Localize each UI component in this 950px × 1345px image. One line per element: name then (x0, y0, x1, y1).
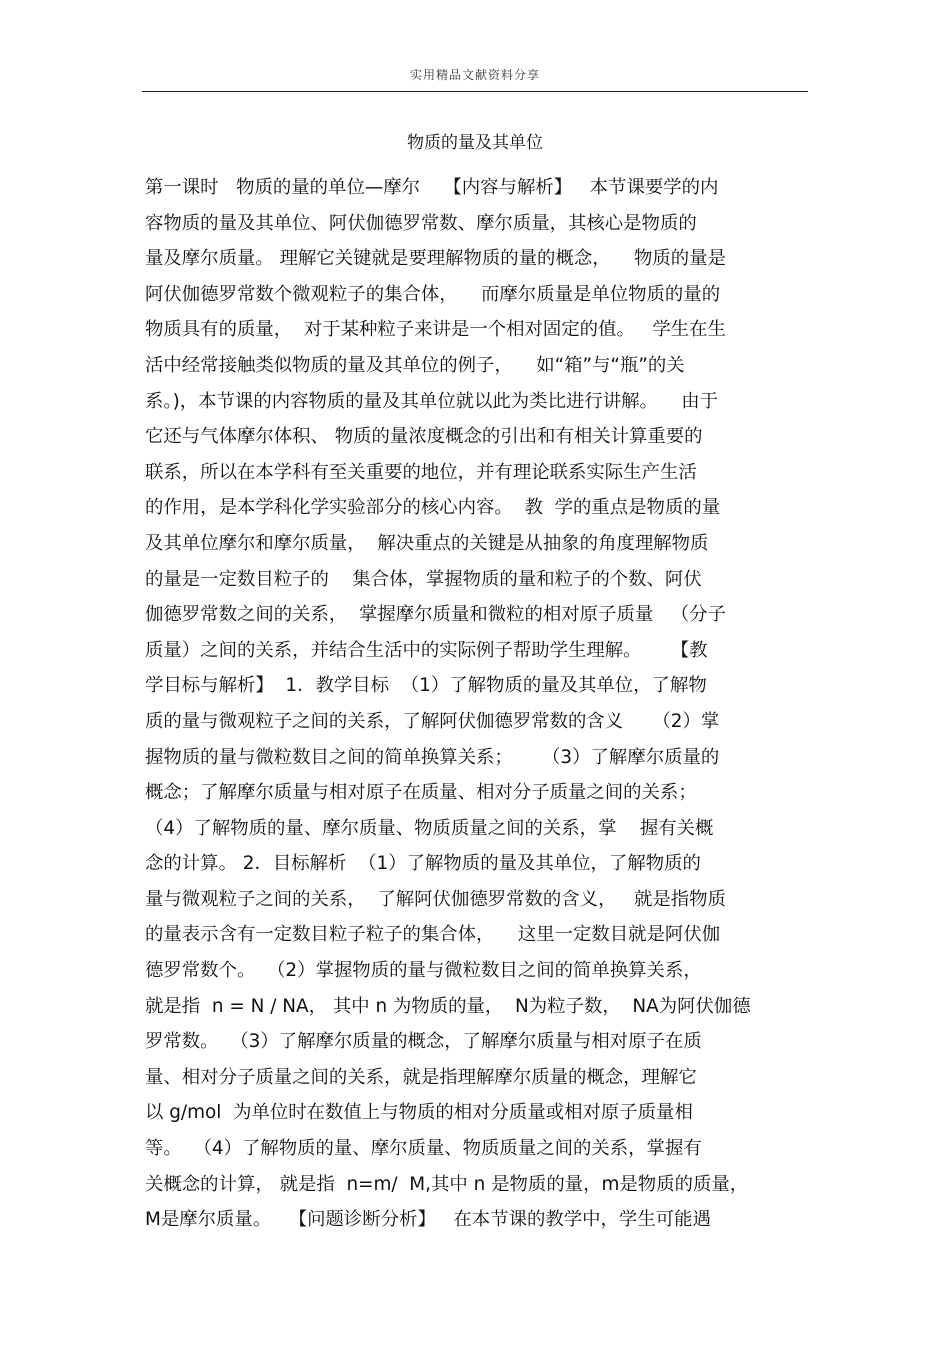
body-line: 量与微观粒子之间的关系， 了解阿伏伽德罗常数的含义， 就是指物质 (145, 888, 726, 910)
body-line: 等。 （4）了解物质的量、摩尔质量、物质质量之间的关系，掌握有 (145, 1138, 702, 1160)
body-line: 容物质的量及其单位、阿伏伽德罗常数、摩尔质量，其核心是物质的 (145, 212, 697, 234)
body-line: 的量是一定数目粒子的 集合体，掌握物质的量和粒子的个数、阿伏 (145, 568, 702, 590)
body-line: 量、相对分子质量之间的关系，就是指理解摩尔质量的概念，理解它 (145, 1066, 697, 1088)
body-line: 第一课时 物质的量的单位—摩尔 【内容与解析】 本节课要学的内 (145, 177, 719, 198)
document-body (145, 175, 815, 1243)
body-line: 握物质的量与微粒数目之间的简单换算关系； （3）了解摩尔质量的 (145, 746, 720, 768)
document-title: 物质的量及其单位 (407, 133, 543, 153)
body-line: 以 g/mol 为单位时在数值上与物质的相对分质量或相对原子质量相 (145, 1102, 693, 1124)
body-line: 伽德罗常数之间的关系， 掌握摩尔质量和微粒的相对原子质量 （分子 (145, 604, 726, 626)
body-line: 的作用，是本学科化学实验部分的核心内容。 教 学的重点是物质的量 (145, 497, 721, 519)
page-header: 实用精品文献资料分享 (409, 68, 540, 82)
body-line: 它还与气体摩尔体积、 物质的量浓度概念的引出和有相关计算重要的 (145, 426, 703, 448)
body-line: 物质具有的质量， 对于某种粒子来讲是一个相对固定的值。 学生在生 (145, 319, 726, 341)
body-line: 阿伏伽德罗常数个微观粒子的集合体， 而摩尔质量是单位物质的量的 (145, 283, 721, 305)
body-line: 量及摩尔质量。 理解它关键就是要理解物质的量的概念， 物质的量是 (145, 248, 726, 270)
body-line: 系。)，本节课的内容物质的量及其单位就以此为类比进行讲解。 由于 (145, 390, 719, 412)
body-line: M是摩尔质量。 【问题诊断分析】 在本节课的教学中，学生可能遇 (145, 1209, 711, 1231)
body-line: 的量表示含有一定数目粒子粒子的集合体， 这里一定数目就是阿伏伽 (145, 924, 721, 946)
body-line: 念的计算。 2．目标解析 （1）了解物质的量及其单位，了解物质的 (145, 853, 701, 875)
body-line: 及其单位摩尔和摩尔质量， 解决重点的关键是从抽象的角度理解物质 (145, 532, 709, 554)
body-line: 概念；了解摩尔质量与相对原子在质量、相对分子质量之间的关系； (145, 782, 697, 804)
body-line: 学目标与解析】 1．教学目标 （1）了解物质的量及其单位，了解物 (145, 675, 707, 697)
body-line: 德罗常数个。 （2）掌握物质的量与微粒数目之间的简单换算关系， (145, 960, 702, 982)
body-line: 罗常数。 （3）了解摩尔质量的概念，了解摩尔质量与相对原子在质 (145, 1031, 702, 1053)
body-line: 关概念的计算， 就是指 n=m/ M,其中 n 是物质的量，m是物质的质量， (145, 1173, 749, 1195)
body-line: 活中经常接触类似物质的量及其单位的例子， 如“箱”与“瓶”的关 (145, 354, 685, 376)
body-line: 质量）之间的关系，并结合生活中的实际例子帮助学生理解。 【教 (145, 639, 708, 661)
body-line: 就是指 n = N / NA， 其中 n 为物质的量， N为粒子数， NA为阿伏伽德 (145, 995, 751, 1017)
body-line: 质的量与微观粒子之间的关系，了解阿伏伽德罗常数的含义 （2）掌 (145, 710, 720, 732)
body-line: 联系，所以在本学科有至关重要的地位，并有理论联系实际生产生活 (145, 461, 697, 483)
body-line: （4）了解物质的量、摩尔质量、物质质量之间的关系，掌 握有关概 (145, 817, 714, 839)
header-divider (142, 91, 808, 92)
